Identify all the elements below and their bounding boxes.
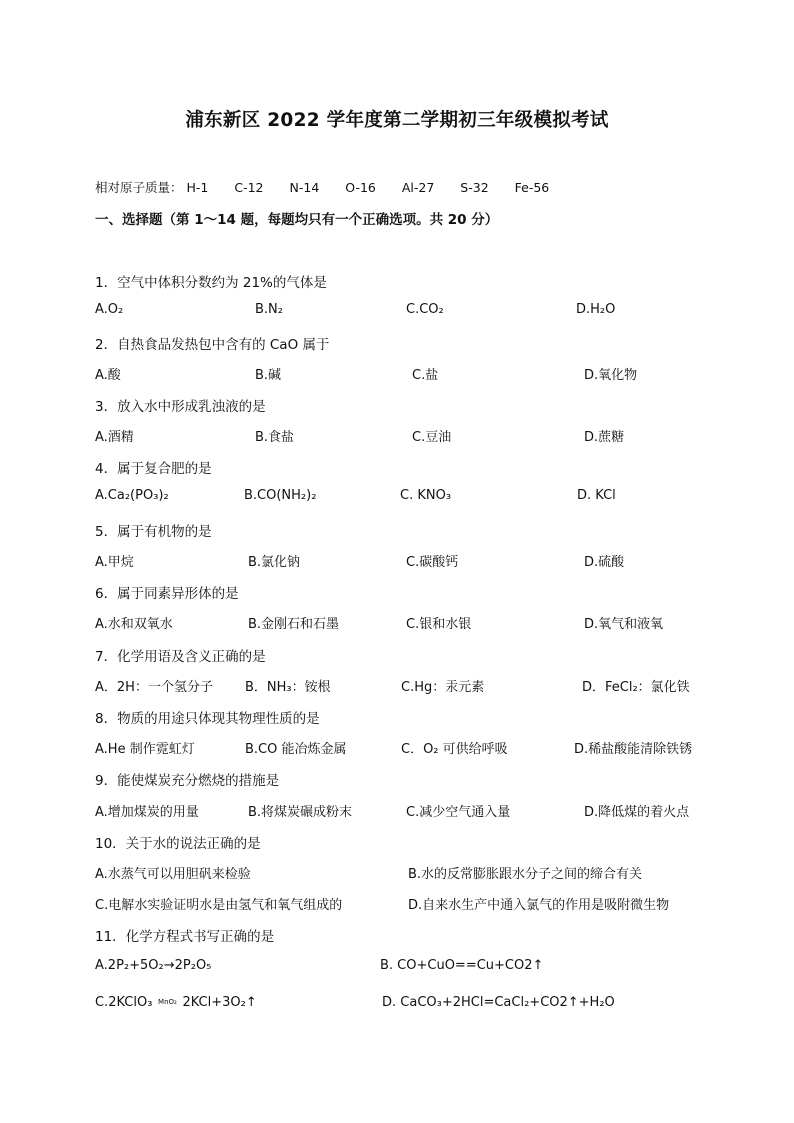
atomic-mass-item: Al-27 — [401, 180, 435, 195]
question-options — [0, 613, 794, 633]
question-options — [0, 958, 794, 978]
option-a: A.Ca₂(PO₃)₂ — [95, 488, 169, 503]
option-c: C.碳酸钙 — [406, 555, 459, 570]
question-options — [0, 738, 794, 758]
option-b: B.将煤炭碾成粉末 — [248, 805, 353, 820]
option-a: A.2P₂+5O₂→2P₂O₅ — [95, 958, 212, 973]
option-a: A.水和双氧水 — [95, 617, 173, 632]
option-c: C.银和水银 — [406, 617, 472, 632]
option-c — [95, 995, 257, 1010]
question-options — [0, 551, 794, 571]
question-options — [0, 863, 794, 883]
option-d: D. KCl — [577, 488, 616, 503]
atomic-mass-item: S-32 — [460, 180, 489, 195]
option-d: D.H₂O — [576, 302, 616, 317]
option-b: B.食盐 — [255, 430, 295, 445]
option-a: A.酸 — [95, 368, 121, 383]
catalyst-label: MnO₂ — [158, 998, 177, 1006]
option-b: B.氯化钠 — [248, 555, 301, 570]
section-heading: 一、选择题（第 1～14 题，每题均只有一个正确选项。共 20 分） — [95, 212, 499, 228]
option-b: B. CO+CuO==Cu+CO2↑ — [380, 958, 544, 973]
question-stem: 1．空气中体积分数约为 21%的气体是 — [95, 275, 327, 291]
option-d: D. CaCO₃+2HCl=CaCl₂+CO2↑+H₂O — [382, 995, 615, 1010]
atomic-masses-label: 相对原子质量： — [95, 180, 183, 195]
option-b: B.N₂ — [255, 302, 283, 317]
question-stem: 10．关于水的说法正确的是 — [95, 836, 261, 852]
question-options — [0, 426, 794, 446]
question-options — [0, 995, 794, 1015]
option-d: D．FeCl₂：氯化铁 — [582, 680, 690, 695]
question-stem: 11．化学方程式书写正确的是 — [95, 929, 275, 945]
option-d: D.氧气和液氧 — [584, 617, 664, 632]
option-d: D.降低煤的着火点 — [584, 805, 690, 820]
option-a: A．2H：一个氢分子 — [95, 680, 213, 695]
option-b: B.CO(NH₂)₂ — [244, 488, 317, 503]
option-a: A.He 制作霓虹灯 — [95, 742, 195, 757]
option-d: D.自来水生产中通入氯气的作用是吸附微生物 — [408, 898, 670, 913]
atomic-mass-item: H-1 — [186, 180, 209, 195]
question-options — [0, 302, 794, 322]
option-c: C.减少空气通入量 — [406, 805, 511, 820]
option-a: A.水蒸气可以用胆矾来检验 — [95, 867, 251, 882]
question-stem: 2．自热食品发热包中含有的 CaO 属于 — [95, 337, 330, 353]
option-b: B．NH₃：铵根 — [245, 680, 331, 695]
question-stem: 3．放入水中形成乳浊液的是 — [95, 399, 266, 415]
option-b: B.CO 能冶炼金属 — [245, 742, 347, 757]
question-options — [0, 894, 794, 914]
option-c: C.豆油 — [412, 430, 452, 445]
option-a: A.增加煤炭的用量 — [95, 805, 199, 820]
option-d: D.稀盐酸能清除铁锈 — [574, 742, 693, 757]
option-c: C.盐 — [412, 368, 439, 383]
equation-products: 2KCl+3O₂↑ — [182, 995, 257, 1010]
question-stem: 4．属于复合肥的是 — [95, 461, 212, 477]
question-stem: 6．属于同素异形体的是 — [95, 586, 239, 602]
atomic-masses — [95, 178, 571, 196]
question-stem: 9．能使煤炭充分燃烧的措施是 — [95, 773, 280, 789]
option-a: A.O₂ — [95, 302, 124, 317]
option-d: D.氧化物 — [584, 368, 638, 383]
question-options — [0, 488, 794, 508]
option-c: C．O₂ 可供给呼吸 — [401, 742, 508, 757]
option-c: C. KNO₃ — [400, 488, 452, 503]
equation-reactants: C.2KClO₃ — [95, 995, 153, 1010]
question-stem: 5．属于有机物的是 — [95, 524, 212, 540]
question-stem: 8．物质的用途只体现其物理性质的是 — [95, 711, 320, 727]
page-title: 浦东新区 2022 学年度第二学期初三年级模拟考试 — [185, 110, 609, 131]
option-d: D.蔗糖 — [584, 430, 625, 445]
question-options — [0, 676, 794, 696]
question-options — [0, 364, 794, 384]
atomic-mass-item: Fe-56 — [514, 180, 550, 195]
question-options — [0, 801, 794, 821]
atomic-mass-item: C-12 — [234, 180, 264, 195]
option-b: B.金刚石和石墨 — [248, 617, 340, 632]
option-a: A.甲烷 — [95, 555, 134, 570]
question-stem: 7．化学用语及含义正确的是 — [95, 649, 266, 665]
option-b: B.碱 — [255, 368, 282, 383]
option-a: A.酒精 — [95, 430, 134, 445]
option-c: C.CO₂ — [406, 302, 444, 317]
atomic-mass-item: N-14 — [289, 180, 320, 195]
option-d: D.硫酸 — [584, 555, 625, 570]
option-b: B.水的反常膨胀跟水分子之间的缔合有关 — [408, 867, 643, 882]
option-c: C.电解水实验证明水是由氢气和氧气组成的 — [95, 898, 343, 913]
atomic-mass-item: O-16 — [345, 180, 376, 195]
option-c: C.Hg：汞元素 — [401, 680, 485, 695]
